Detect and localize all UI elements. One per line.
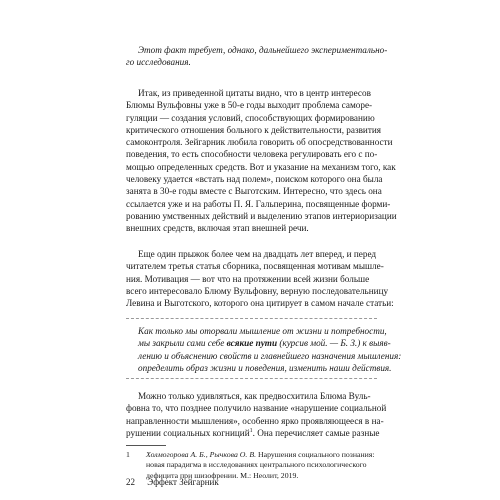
text-line: самоконтроля. Зейгарник любила говорить об опосредствованности <box>126 137 393 148</box>
paragraph-3 <box>126 390 387 439</box>
text-line: Левина и Выготского, которого она цитирует в самом начале статьи: <box>126 298 394 309</box>
text-line: новая парадигма в исследованиях центрального психологического <box>146 460 367 470</box>
text-line: определить образ жизни и поведения, изменить наши действия. <box>138 362 392 373</box>
paragraph-2 <box>126 248 394 309</box>
text-line: гуляции — создания условий, способствующих формированию <box>126 112 375 123</box>
quote-separator-bottom <box>126 378 377 379</box>
running-footer <box>126 477 219 487</box>
footnote-text: Нарушения социального познания: <box>256 450 375 459</box>
text-line: Блюмы Вульфовны уже в 50-е годы выходит проблема саморе- <box>126 100 373 111</box>
text-line: Итак, из приведенной цитаты видно, что в центр интересов <box>138 88 371 98</box>
text-line <box>146 450 377 460</box>
emphasized-text: всякие пути <box>226 338 278 349</box>
text-line: лению и объяснению свойств и главнейшего назначения мышления: <box>138 350 402 361</box>
text-line: поведения, то есть способности человека регулировать его с по- <box>126 149 378 160</box>
text-line: направленности мышления», особенно ярко проявляющееся в на- <box>126 415 384 426</box>
epigraph-quote <box>126 44 388 69</box>
text-line: Как только мы оторвали мышление от жизни и потребности, <box>138 326 387 336</box>
footnote-rule <box>126 445 166 446</box>
text-line <box>138 337 391 349</box>
footnote-authors: Холмогорова А. Б., Рычкова О. В. <box>146 450 257 459</box>
text-line <box>126 427 380 439</box>
text-line: фовна то, что позднее получило название «нарушение социальной <box>126 403 387 414</box>
quote-separator-top <box>126 318 377 319</box>
text-line: го исследования. <box>126 57 191 68</box>
text-line: мощью определенных средств. Вот и указание на механизм того, как <box>126 161 396 172</box>
footnote-reference[interactable]: 1 <box>249 427 253 434</box>
text-line: ния. Мотивация — вот что на протяжении всей жизни больше <box>126 273 370 284</box>
text-line: занята в 30-е годы вместе с Выготским. Интересно, что здесь она <box>126 186 382 197</box>
text-line: Можно только удивляться, как предвосхитила Блюма Вуль- <box>138 391 371 401</box>
quote-text: (курсив мой. — Б. З.) к выяв- <box>277 338 391 349</box>
text-line: человеку удается «встать над полем», поиском которого она была <box>126 174 383 185</box>
quote-text: мы закрыли сами себе <box>138 338 227 349</box>
text-line: ссылается уже и на работы П. Я. Гальперина, посвященные форми- <box>126 198 391 209</box>
text-line: всего интересовало Блюму Вульфовну, верную последовательницу <box>126 285 389 296</box>
running-title: Эффект Зейгарник <box>147 477 219 487</box>
text-line: критического отношения больного к действительности, развития <box>126 124 382 135</box>
body-text: . Она перечисляет самые разные <box>252 427 380 438</box>
text-line: дефицита при шизофрении. М.: Неолит, 2019. <box>146 470 299 480</box>
text-line: рованию умственных действий и выделению этапов интериоризации <box>126 210 397 221</box>
text-line: читателем третья статья сборника, посвященная мотивам мышле- <box>126 261 384 272</box>
body-text: рушении социальных когниций <box>126 427 250 438</box>
page-number: 22 <box>126 477 135 487</box>
text-line: внешних средств, включая этап внешней речи. <box>126 223 309 234</box>
text-line: Этот факт требует, однако, дальнейшего экспериментально- <box>138 45 388 55</box>
paragraph-1 <box>126 87 397 235</box>
footnote-number: 1 <box>126 450 130 459</box>
text-line: Еще один прыжок более чем на двадцать лет вперед, и перед <box>138 249 377 259</box>
block-quote <box>138 325 402 374</box>
